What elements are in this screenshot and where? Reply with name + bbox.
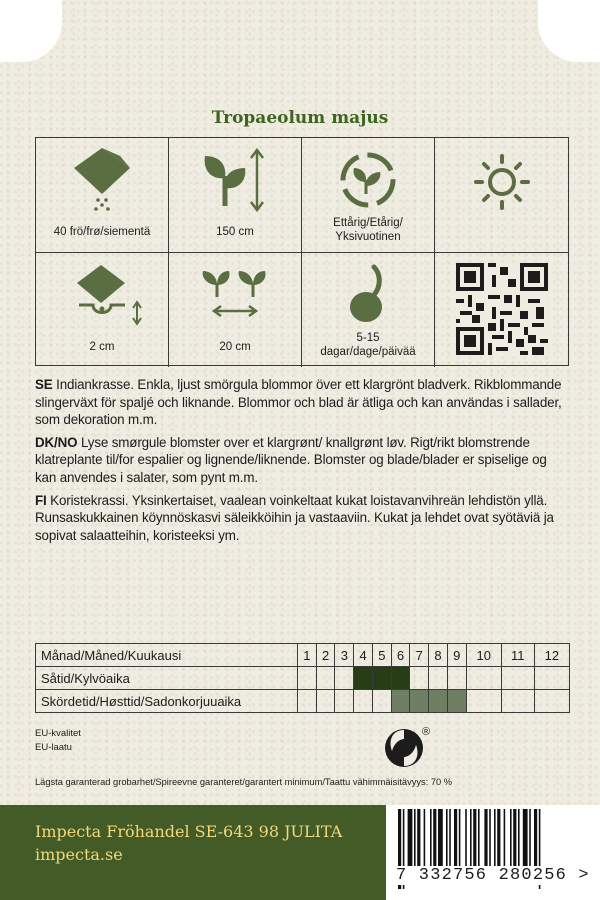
harvest-cell-2 (316, 690, 335, 713)
description-block (35, 376, 570, 549)
sow-cell-6 (391, 667, 410, 690)
month-1: 1 (298, 644, 317, 667)
sowing-row-label: Såtid/Kylvöaika (36, 667, 298, 690)
month-header-label: Månad/Måned/Kuukausi (36, 644, 298, 667)
month-11: 11 (501, 644, 534, 667)
germination-cell (302, 253, 435, 367)
hanger-cutout-right (538, 0, 600, 62)
sun-cell (435, 138, 568, 253)
sow-cell-4 (354, 667, 373, 690)
harvest-row (36, 690, 570, 713)
sow-cell-1 (298, 667, 317, 690)
eu-quality-fi: EU-laatu (35, 742, 72, 753)
germinating-seed-icon (328, 261, 408, 331)
month-12: 12 (534, 644, 569, 667)
sow-cell-3 (335, 667, 354, 690)
harvest-row-label: Skördetid/Høsttid/Sadonkorjuuaika (36, 690, 298, 713)
harvest-cell-11 (501, 690, 534, 713)
lifecycle-label-2: Yksivuotinen (335, 231, 401, 243)
company-address: Impecta Fröhandel SE-643 98 JULITA (35, 822, 343, 841)
sowing-calendar (35, 643, 570, 713)
barcode-number: 7 332756 280256 > (396, 866, 590, 885)
month-5: 5 (372, 644, 391, 667)
lang-code-se: SE (35, 377, 53, 392)
germination-guarantee: Lägsta garanterad grobarhet/Spireevne garanteret/garantert minimum/Taattu vähimmäisitävyys: 70 % (35, 777, 453, 787)
sow-cell-7 (410, 667, 429, 690)
seed-packet-icon (62, 146, 142, 216)
harvest-cell-1 (298, 690, 317, 713)
month-6: 6 (391, 644, 410, 667)
lang-code-fi: FI (35, 492, 47, 508)
eu-quality (35, 727, 81, 755)
harvest-cell-5 (372, 690, 391, 713)
icon-grid (35, 137, 569, 366)
description-se (35, 376, 570, 429)
lifecycle-label-1: Ettårig/Etårig/ (333, 217, 403, 229)
sowing-depth-cell (36, 253, 169, 367)
month-4: 4 (354, 644, 373, 667)
description-fi (35, 492, 570, 545)
month-8: 8 (429, 644, 448, 667)
germination-unit: dagar/dage/päivää (320, 346, 416, 358)
qr-code-cell (435, 253, 568, 367)
description-fi-text: Koristekrassi. Yksinkertaiset, vaalean voinkeltaat kukat loistavanvihreän lehdistön yllä. Runsaskukkainen köynnöskasvi säleikköihin ja vastaaviin. Kukat ja lehdet ovat syötäviä ja sopivat salaatteihin, koristeeksi ym. (35, 492, 554, 543)
plant-spacing-label: 20 cm (219, 341, 251, 353)
month-3: 3 (335, 644, 354, 667)
annual-cycle-icon (328, 146, 408, 216)
sowing-depth-icon (57, 261, 147, 331)
germination-days: 5-15 (356, 332, 380, 344)
qr-code-icon[interactable] (456, 263, 548, 355)
sow-cell-12 (534, 667, 569, 690)
harvest-cell-12 (534, 690, 569, 713)
lang-code-dk-no: DK/NO (35, 434, 78, 450)
seed-count-label: 40 frö/frø/siementä (53, 226, 151, 238)
sun-icon (462, 146, 542, 216)
seed-count-cell (36, 138, 169, 253)
sowing-depth-label: 2 cm (89, 341, 115, 353)
height-label: 150 cm (216, 226, 254, 238)
sow-cell-8 (429, 667, 448, 690)
height-cell (169, 138, 302, 253)
sow-cell-11 (501, 667, 534, 690)
description-dk-no (35, 434, 570, 487)
harvest-cell-3 (335, 690, 354, 713)
sow-cell-5 (372, 667, 391, 690)
calendar-header-row (36, 644, 570, 667)
month-9: 9 (447, 644, 466, 667)
company-website[interactable]: impecta.se (35, 845, 123, 864)
hanger-cutout-left (0, 0, 62, 62)
registered-mark: ® (422, 726, 431, 738)
barcode-bars-icon (386, 805, 600, 900)
plant-spacing-cell (169, 253, 302, 367)
species-title: Tropaeolum majus (211, 108, 389, 128)
sow-cell-10 (466, 667, 501, 690)
sowing-row (36, 667, 570, 690)
hanger-tab (0, 0, 600, 80)
month-2: 2 (316, 644, 335, 667)
harvest-cell-8 (429, 690, 448, 713)
month-7: 7 (410, 644, 429, 667)
sow-cell-2 (316, 667, 335, 690)
green-dot-icon (384, 725, 436, 771)
harvest-cell-4 (354, 690, 373, 713)
harvest-cell-10 (466, 690, 501, 713)
harvest-cell-6 (391, 690, 410, 713)
plant-spacing-icon (195, 261, 275, 331)
sow-cell-9 (447, 667, 466, 690)
harvest-cell-7 (410, 690, 429, 713)
barcode (386, 805, 600, 900)
description-dk-no-text: Lyse smørgule blomster over et klargrønt/ knallgrønt løv. Rigt/rikt blomstrende klatreplante til/for espalier og lignende/liknende. Blomster og blade/blader er spiselige og kan anvendes i salater, som pynt m.m. (35, 434, 547, 485)
description-se-text: Indiankrasse. Enkla, ljust smörgula blommor över ett klargrönt bladverk. Rikblommande slingerväxt för spaljé och liknande. Blommor och blad är ätliga och kan användas i sallader, som dekoration m.m. (35, 377, 562, 428)
month-10: 10 (466, 644, 501, 667)
lifecycle-cell (302, 138, 435, 253)
eu-quality-sv: EU-kvalitet (35, 728, 81, 739)
plant-height-icon (195, 146, 275, 216)
harvest-cell-9 (447, 690, 466, 713)
